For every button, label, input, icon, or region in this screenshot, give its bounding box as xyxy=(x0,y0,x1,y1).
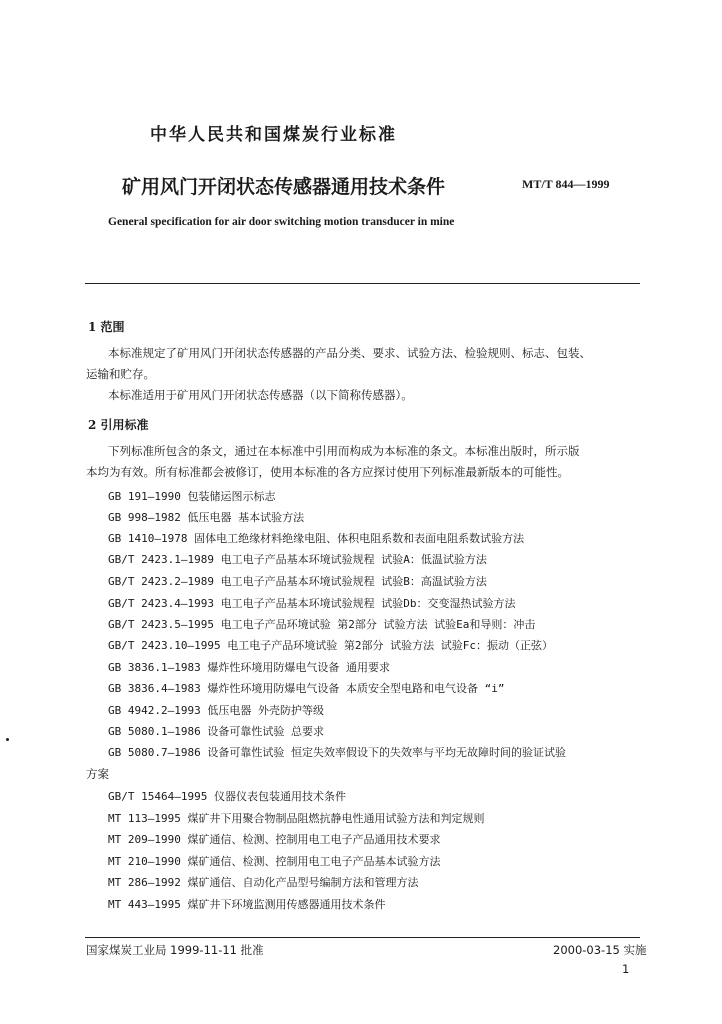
reference-item: GB 3836.4—1983 爆炸性环境用防爆电气设备 本质安全型电路和电气设备 “i” xyxy=(108,682,505,695)
reference-item: GB 5080.1—1986 设备可靠性试验 总要求 xyxy=(108,725,324,738)
reference-item: MT 286—1992 煤矿通信、自动化产品型号编制方法和管理方法 xyxy=(108,876,419,889)
reference-item-wrap: 方案 xyxy=(86,767,109,781)
reference-item: GB 5080.7—1986 设备可靠性试验 恒定失效率假设下的失效率与平均无故障时间的验证试验 xyxy=(108,746,566,759)
section-2-intro-line-2: 本均为有效。所有标准都会被修订，使用本标准的各方应探讨使用下列标准最新版本的可能性。 xyxy=(86,465,569,479)
header-divider xyxy=(85,283,640,284)
footer-divider xyxy=(85,937,640,938)
section-1-para-2: 本标准适用于矿用风门开闭状态传感器（以下简称传感器）。 xyxy=(108,388,413,402)
effective-date: 2000-03-15 实施 xyxy=(553,943,647,957)
reference-item: GB 4942.2—1993 低压电器 外壳防护等级 xyxy=(108,704,324,717)
reference-item: GB/T 2423.5—1995 电工电子产品环境试验 第2部分 试验方法 试验Ea和导则：冲击 xyxy=(108,618,536,631)
reference-item: GB/T 2423.1—1989 电工电子产品基本环境试验规程 试验A：低温试验方法 xyxy=(108,553,487,566)
section-1-para-1-line-1: 本标准规定了矿用风门开闭状态传感器的产品分类、要求、试验方法、检验规则、标志、包装、 xyxy=(108,346,591,360)
reference-item: GB 998—1982 低压电器 基本试验方法 xyxy=(108,511,305,524)
issuing-body: 中华人民共和国煤炭行业标准 xyxy=(150,125,397,145)
reference-item: MT 209—1990 煤矿通信、检测、控制用电工电子产品通用技术要求 xyxy=(108,833,441,846)
section-1-heading: 1 范围 xyxy=(88,320,125,334)
reference-item: GB/T 2423.2—1989 电工电子产品基本环境试验规程 试验B：高温试验方法 xyxy=(108,575,487,588)
scan-speck xyxy=(6,738,9,741)
reference-item: MT 113—1995 煤矿井下用聚合物制品阻燃抗静电性通用试验方法和判定规则 xyxy=(108,812,485,825)
reference-item: GB 1410—1978 固体电工绝缘材料绝缘电阻、体积电阻系数和表面电阻系数试验方法 xyxy=(108,532,525,545)
standard-title: 矿用风门开闭状态传感器通用技术条件 xyxy=(122,176,446,198)
reference-item: GB/T 2423.10—1995 电工电子产品环境试验 第2部分 试验方法 试验Fc：振动（正弦） xyxy=(108,639,553,652)
section-2-heading: 2 引用标准 xyxy=(88,418,149,432)
reference-item: GB/T 2423.4—1993 电工电子产品基本环境试验规程 试验Db：交变湿热试验方法 xyxy=(108,597,516,610)
reference-item: MT 443—1995 煤矿井下环境监测用传感器通用技术条件 xyxy=(108,898,386,911)
reference-item: MT 210—1990 煤矿通信、检测、控制用电工电子产品基本试验方法 xyxy=(108,855,441,868)
reference-item: GB 191—1990 包装储运图示标志 xyxy=(108,490,276,503)
section-1-para-1-line-2: 运输和贮存。 xyxy=(86,367,155,381)
section-2-intro-line-1: 下列标准所包含的条文，通过在本标准中引用而构成为本标准的条文。本标准出版时，所示版 xyxy=(108,444,580,458)
reference-item: GB 3836.1—1983 爆炸性环境用防爆电气设备 通用要求 xyxy=(108,661,390,674)
page-number: 1 xyxy=(622,962,630,976)
reference-item: GB/T 15464—1995 仪器仪表包装通用技术条件 xyxy=(108,790,346,803)
approval-line: 国家煤炭工业局 1999-11-11 批准 xyxy=(86,943,264,957)
standard-code: MT/T 844—1999 xyxy=(522,177,610,191)
english-title: General specification for air door switching motion transducer in mine xyxy=(108,216,455,228)
